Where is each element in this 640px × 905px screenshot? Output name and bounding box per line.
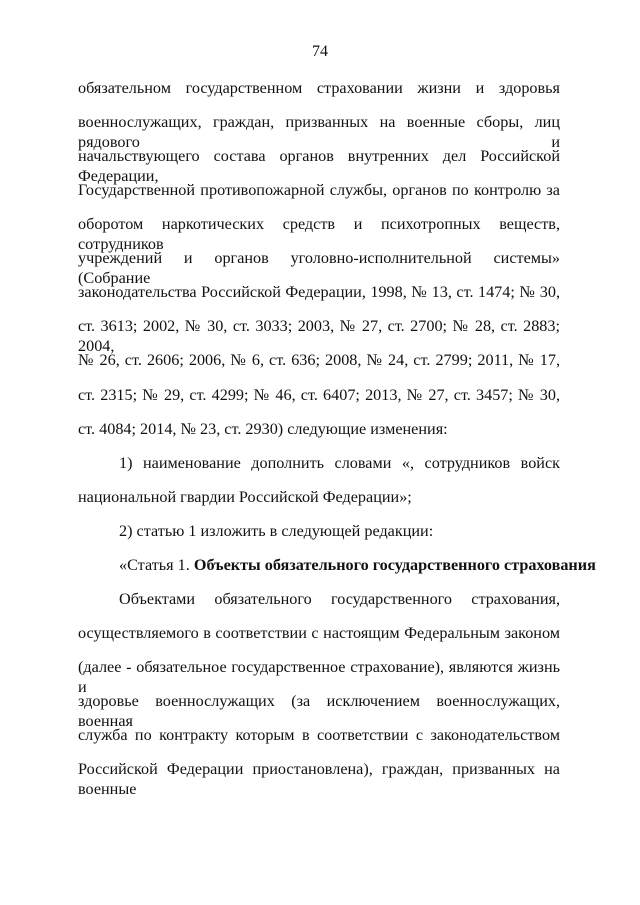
- page-number: 74: [312, 43, 328, 60]
- paragraph-line-2: военнослужащих, граждан, призванных на военные сборы, лиц рядового и: [78, 113, 560, 151]
- paragraph-line-1: обязательном государственном страховании жизни и здоровья: [78, 79, 560, 97]
- article-line-1: Объектами обязательного государственного страхования,: [119, 590, 560, 608]
- list-item-2: 2) статью 1 изложить в следующей редакции:: [119, 522, 434, 540]
- article-line-4: здоровье военнослужащих (за исключением военнослужащих, военная: [78, 692, 560, 730]
- article-line-6: Российской Федерации приостановлена), граждан, призванных на военные: [78, 760, 560, 798]
- paragraph-line-6: учреждений и органов уголовно-исполнительной системы» (Собрание: [78, 249, 560, 287]
- paragraph-line-11: ст. 4084; 2014, № 23, ст. 2930) следующие изменения:: [78, 420, 448, 438]
- article-line-2: осуществляемого в соответствии с настоящим Федеральным законом: [78, 624, 560, 642]
- paragraph-line-3: начальствующего состава органов внутренних дел Российской Федерации,: [78, 147, 560, 185]
- paragraph-line-9: № 26, ст. 2606; 2006, № 6, ст. 636; 2008, № 24, ст. 2799; 2011, № 17,: [78, 351, 560, 369]
- article-line-3: (далее - обязательное государственное страхование), являются жизнь и: [78, 658, 560, 696]
- article-heading: [119, 555, 601, 575]
- article-title: Объекты обязательного государственного страхования: [193, 556, 596, 574]
- paragraph-line-10: ст. 2315; № 29, ст. 4299; № 46, ст. 6407; 2013, № 27, ст. 3457; № 30,: [78, 386, 560, 404]
- list-item-1-line-1: 1) наименование дополнить словами «, сотрудников войск: [119, 454, 560, 472]
- paragraph-line-4: Государственной противопожарной службы, органов по контролю за: [78, 181, 560, 199]
- article-prefix: «Статья 1.: [119, 556, 194, 574]
- paragraph-line-5: оборотом наркотических средств и психотропных веществ, сотрудников: [78, 215, 560, 253]
- paragraph-line-7: законодательства Российской Федерации, 1998, № 13, ст. 1474; № 30,: [78, 283, 560, 301]
- paragraph-line-8: ст. 3613; 2002, № 30, ст. 3033; 2003, № 27, ст. 2700; № 28, ст. 2883; 2004,: [78, 317, 560, 355]
- article-line-5: служба по контракту которым в соответствии с законодательством: [78, 726, 560, 744]
- list-item-1-line-2: национальной гвардии Российской Федерации»;: [78, 488, 412, 506]
